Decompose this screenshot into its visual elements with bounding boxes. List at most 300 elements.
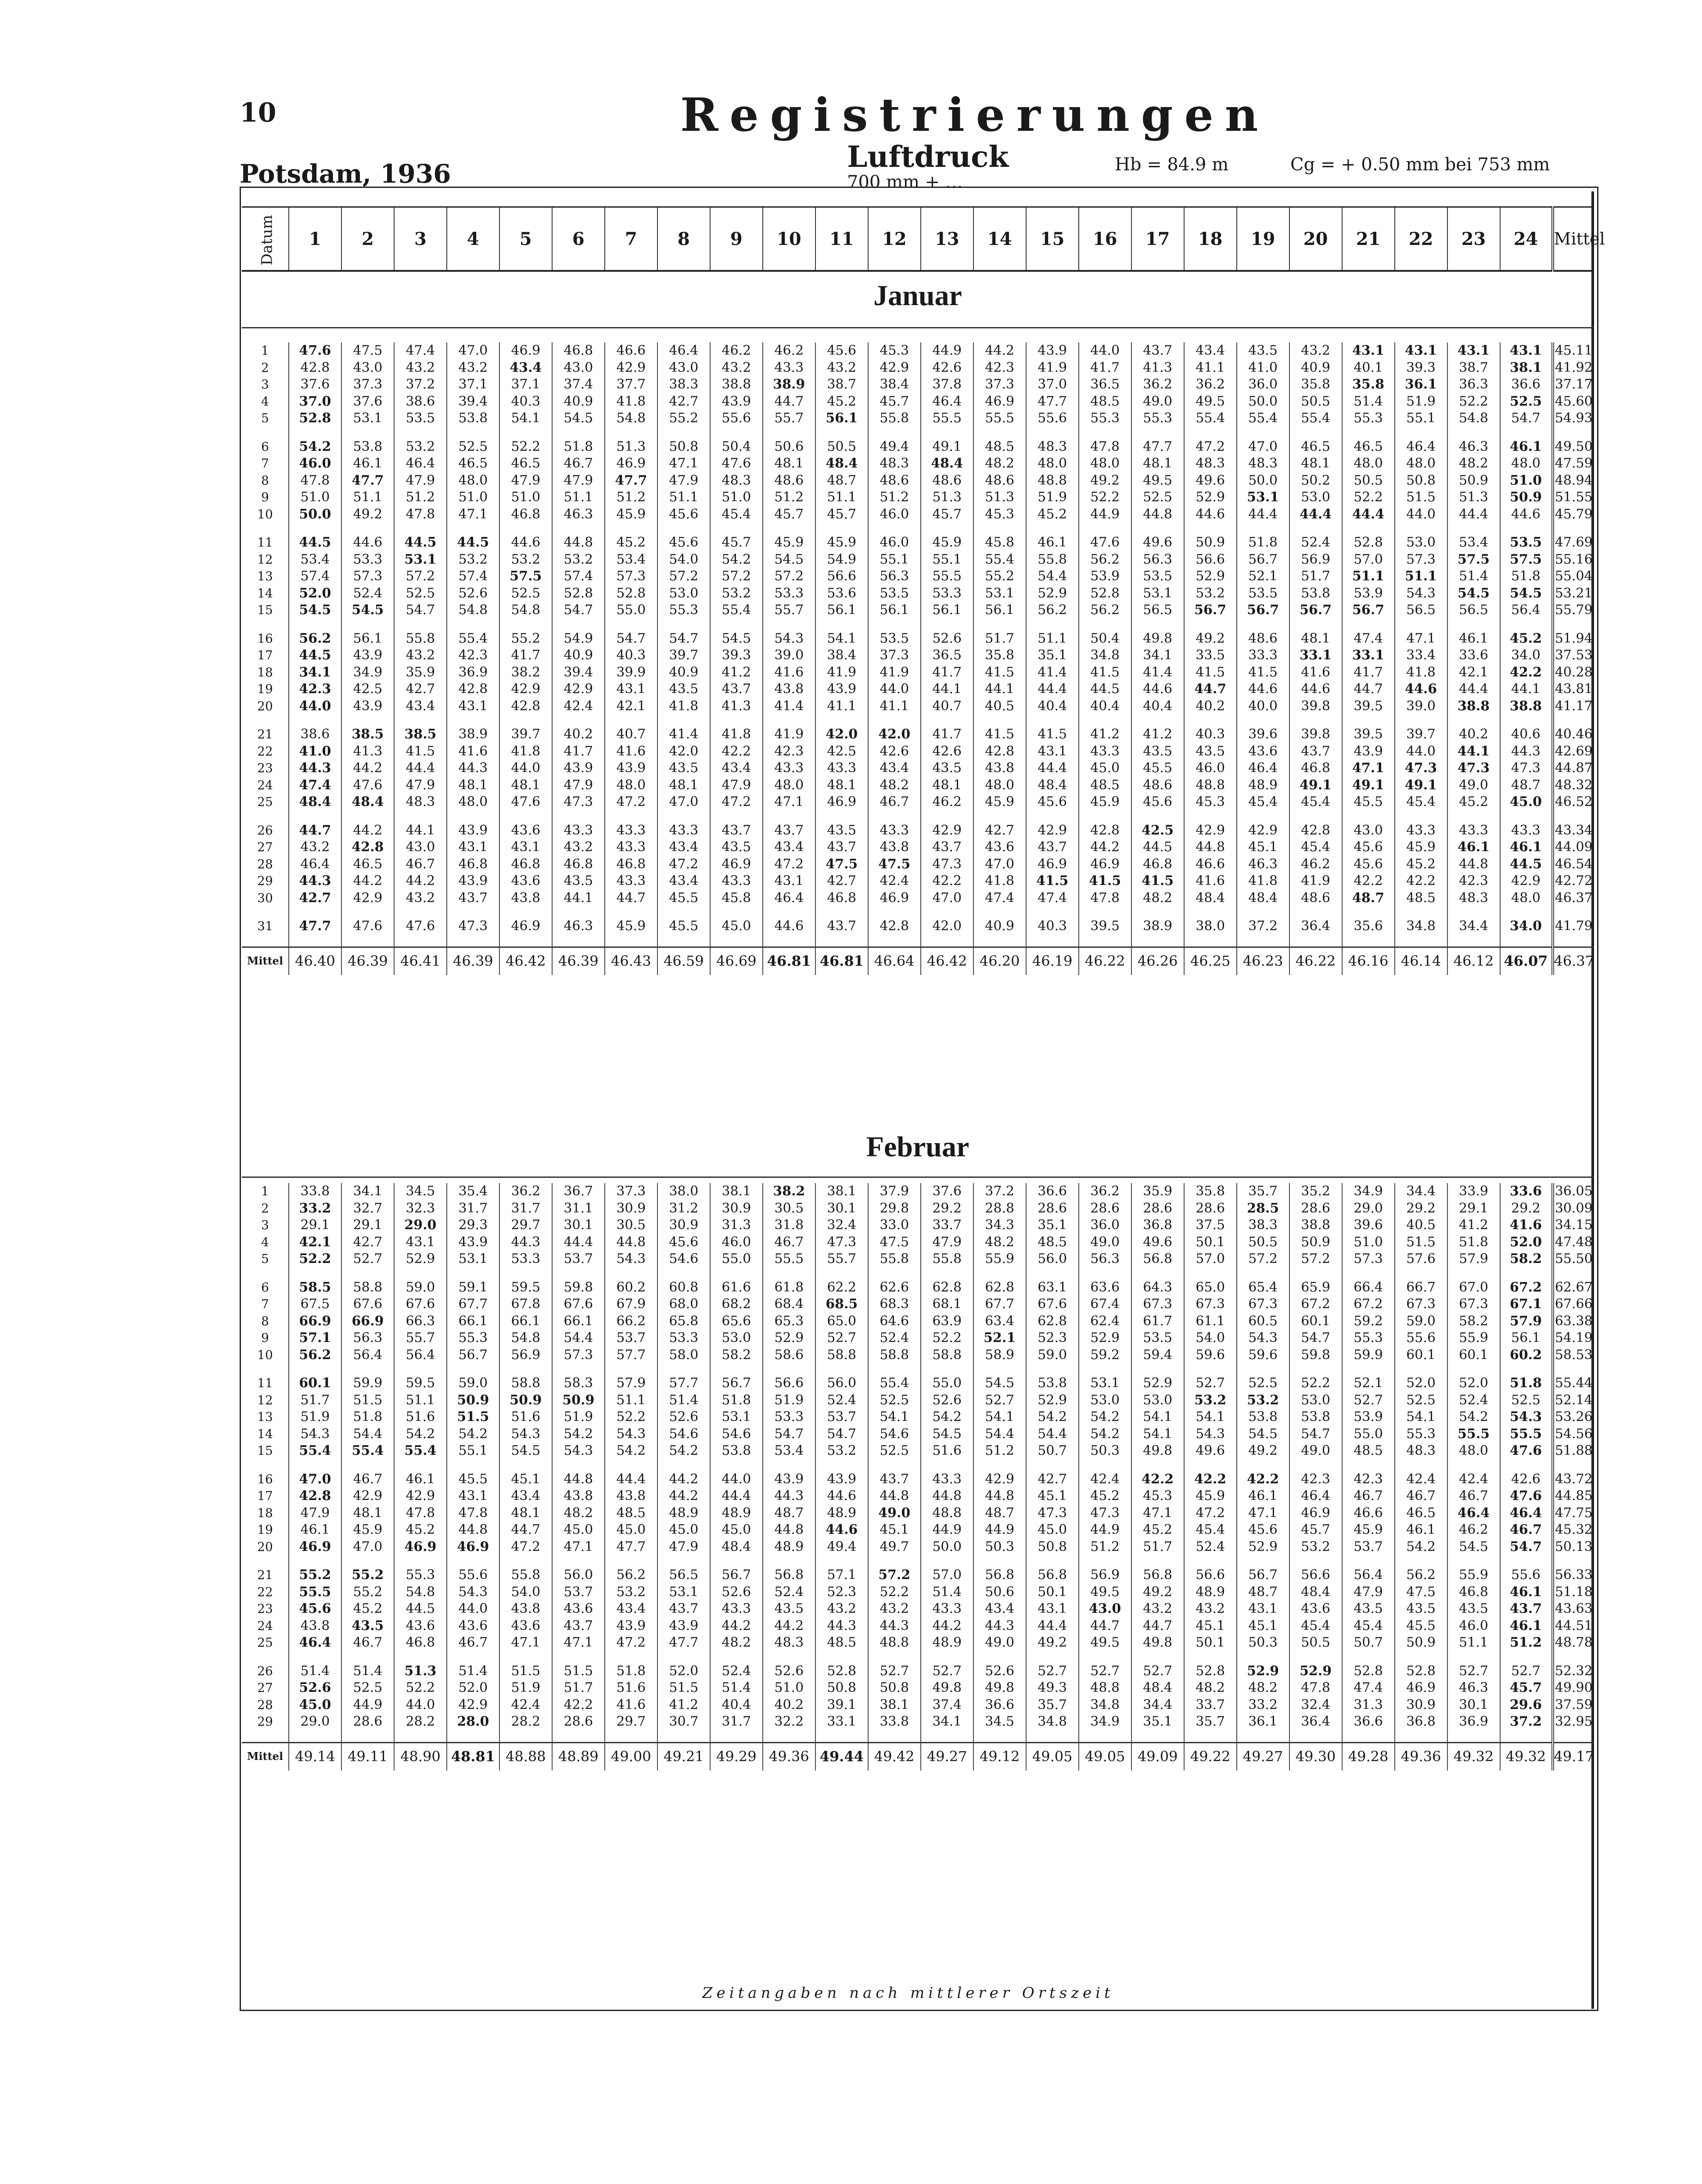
pressure-value: 43.7: [1289, 743, 1342, 760]
spacer-cell: [552, 523, 605, 534]
pressure-value: 42.6: [921, 360, 973, 377]
pressure-value: 42.3: [763, 743, 815, 760]
spacer-cell: [499, 1460, 552, 1471]
pressure-value: 53.9: [1079, 568, 1131, 585]
pressure-value: 46.7: [1342, 1488, 1395, 1505]
pressure-value: 44.6: [341, 534, 394, 551]
pressure-value: 60.2: [605, 1279, 657, 1296]
spacer-cell: [657, 1651, 710, 1663]
pressure-value: 48.0: [447, 794, 499, 811]
daily-mean: 47.69: [1553, 534, 1594, 551]
pressure-value: 66.7: [1395, 1279, 1447, 1296]
pressure-value: 47.7: [605, 472, 657, 489]
pressure-value: 53.1: [1131, 585, 1184, 602]
pressure-value: 44.6: [1500, 506, 1553, 523]
pressure-value: 45.6: [657, 506, 710, 523]
pressure-value: 55.6: [1026, 410, 1079, 427]
spacer-cell: [1131, 1268, 1184, 1279]
table-row: [242, 1279, 1594, 1296]
pressure-value: 31.8: [763, 1217, 815, 1234]
pressure-value: 41.2: [1079, 726, 1131, 743]
pressure-value: 43.9: [815, 1471, 868, 1488]
pressure-value: 38.0: [1184, 918, 1237, 935]
table-row: [242, 1200, 1594, 1217]
pressure-value: 55.7: [763, 602, 815, 619]
day-label: 22: [257, 744, 273, 759]
pressure-value: 41.1: [815, 698, 868, 715]
spacer-cell: [1500, 619, 1553, 630]
pressure-value: 42.6: [868, 743, 921, 760]
pressure-value: 55.9: [1447, 1330, 1500, 1347]
pressure-value: 44.3: [447, 760, 499, 777]
pressure-value: 43.4: [657, 839, 710, 856]
pressure-value: 51.5: [447, 1409, 499, 1426]
spacer-cell: [763, 523, 815, 534]
table-row: [242, 602, 1594, 619]
pressure-value: 47.4: [1342, 630, 1395, 648]
spacer-cell: [1131, 811, 1184, 822]
spacer-cell: [815, 523, 868, 534]
spacer-cell: [1026, 1555, 1079, 1567]
pressure-value: 53.8: [1237, 1409, 1289, 1426]
day-label: 9: [261, 1331, 269, 1345]
pressure-value: 44.5: [289, 647, 341, 664]
table-row: [242, 585, 1594, 602]
pressure-value: 56.3: [868, 568, 921, 585]
pressure-value: 56.1: [815, 602, 868, 619]
pressure-value: 46.1: [1500, 1584, 1553, 1601]
spacer-cell: [341, 619, 394, 630]
pressure-value: 53.3: [341, 551, 394, 568]
pressure-value: 48.7: [815, 472, 868, 489]
pressure-value: 55.4: [1184, 410, 1237, 427]
spacer-cell: [710, 523, 763, 534]
pressure-value: 45.6: [1026, 794, 1079, 811]
spacer-cell: [868, 1268, 921, 1279]
pressure-value: 47.8: [1289, 1680, 1342, 1697]
pressure-value: 40.1: [1342, 360, 1395, 377]
table-row: [242, 1330, 1594, 1347]
pressure-value: 44.2: [394, 873, 447, 890]
pressure-value: 43.3: [710, 873, 763, 890]
pressure-value: 30.9: [657, 1217, 710, 1234]
pressure-value: 52.6: [447, 585, 499, 602]
spacer-cell: [1553, 1651, 1594, 1663]
pressure-value: 57.4: [289, 568, 341, 585]
pressure-value: 53.4: [763, 1443, 815, 1460]
pressure-value: 54.1: [815, 630, 868, 648]
pressure-value: 55.4: [447, 630, 499, 648]
page-title: Registrierungen: [680, 88, 1270, 142]
spacer-cell: [447, 1651, 499, 1663]
spacer-cell: [1237, 811, 1289, 822]
pressure-value: 55.5: [763, 1251, 815, 1268]
hourly-mean: 49.28: [1342, 1742, 1395, 1770]
spacer-cell: [499, 811, 552, 822]
pressure-value: 59.4: [1131, 1347, 1184, 1364]
unit-label: 700 mm + …: [847, 172, 963, 192]
pressure-value: 43.0: [1079, 1601, 1131, 1618]
daily-mean: 53.21: [1553, 585, 1594, 602]
pressure-value: 59.6: [1237, 1347, 1289, 1364]
pressure-value: 41.7: [1342, 664, 1395, 681]
pressure-value: 47.0: [1237, 439, 1289, 456]
pressure-value: 50.8: [657, 439, 710, 456]
pressure-value: 47.7: [605, 1539, 657, 1556]
hourly-mean: 46.20: [973, 947, 1026, 975]
spacer-cell: [447, 523, 499, 534]
pressure-value: 45.9: [1184, 1488, 1237, 1505]
pressure-value: 67.7: [447, 1296, 499, 1313]
pressure-value: 47.5: [815, 856, 868, 873]
spacer-cell: [973, 619, 1026, 630]
pressure-value: 35.1: [1026, 647, 1079, 664]
pressure-value: 51.2: [868, 489, 921, 506]
spacer-cell: [1237, 1651, 1289, 1663]
pressure-value: 40.7: [605, 726, 657, 743]
pressure-value: 54.8: [394, 1584, 447, 1601]
hourly-mean: 49.32: [1500, 1742, 1553, 1770]
daily-mean: 52.32: [1553, 1663, 1594, 1680]
daily-mean: 48.32: [1553, 777, 1594, 794]
spacer-cell: [1079, 619, 1131, 630]
pressure-value: 66.9: [289, 1313, 341, 1330]
pressure-value: 35.1: [1026, 1217, 1079, 1234]
pressure-value: 54.4: [552, 1330, 605, 1347]
spacer-cell: [1184, 715, 1237, 726]
pressure-value: 48.6: [1237, 630, 1289, 648]
pressure-value: 46.9: [1395, 1680, 1447, 1697]
spacer-cell: [552, 619, 605, 630]
pressure-value: 43.0: [394, 839, 447, 856]
spacer-cell: [242, 811, 289, 822]
pressure-value: 42.4: [499, 1697, 552, 1714]
group-spacer: [242, 1731, 1594, 1743]
pressure-value: 48.8: [868, 1634, 921, 1651]
pressure-value: 52.8: [1395, 1663, 1447, 1680]
spacer-cell: [499, 1651, 552, 1663]
pressure-value: 51.3: [973, 489, 1026, 506]
pressure-value: 45.8: [973, 534, 1026, 551]
pressure-value: 48.3: [1447, 890, 1500, 907]
pressure-value: 67.2: [1342, 1296, 1395, 1313]
pressure-value: 63.9: [921, 1313, 973, 1330]
pressure-value: 48.9: [657, 1505, 710, 1522]
pressure-value: 51.5: [1395, 1234, 1447, 1251]
day-label: 12: [257, 552, 273, 567]
pressure-value: 49.2: [1026, 1634, 1079, 1651]
spacer-cell: [921, 523, 973, 534]
table-row: [242, 1183, 1594, 1200]
pressure-value: 52.7: [341, 1251, 394, 1268]
pressure-value: 54.5: [341, 602, 394, 619]
pressure-value: 33.1: [815, 1713, 868, 1731]
pressure-value: 48.9: [763, 1539, 815, 1556]
spacer-cell: [815, 1731, 868, 1743]
pressure-value: 54.5: [921, 1426, 973, 1443]
pressure-value: 55.5: [1447, 1426, 1500, 1443]
pressure-value: 43.5: [763, 1601, 815, 1618]
pressure-value: 50.8: [868, 1680, 921, 1697]
spacer-cell: [552, 935, 605, 947]
pressure-value: 39.0: [763, 647, 815, 664]
pressure-value: 52.5: [868, 1443, 921, 1460]
pressure-value: 49.6: [1131, 1234, 1184, 1251]
spacer-cell: [868, 523, 921, 534]
hour-header: 11: [815, 207, 868, 271]
pressure-value: 43.5: [341, 1618, 394, 1635]
spacer-cell: [1289, 935, 1342, 947]
pressure-value: 52.2: [921, 1330, 973, 1347]
pressure-value: 46.2: [763, 342, 815, 360]
hour-header: 7: [605, 207, 657, 271]
pressure-value: 54.3: [552, 1443, 605, 1460]
pressure-value: 54.2: [552, 1426, 605, 1443]
pressure-value: 47.7: [657, 1634, 710, 1651]
pressure-value: 47.5: [868, 1234, 921, 1251]
pressure-value: 28.6: [1184, 1200, 1237, 1217]
spacer-cell: [1237, 1460, 1289, 1471]
spacer-cell: [1447, 1364, 1500, 1375]
pressure-value: 48.9: [710, 1505, 763, 1522]
spacer-cell: [657, 1460, 710, 1471]
spacer-cell: [289, 715, 341, 726]
pressure-value: 54.2: [1447, 1409, 1500, 1426]
pressure-value: 55.3: [1395, 1426, 1447, 1443]
pressure-value: 45.1: [1237, 1618, 1289, 1635]
pressure-value: 48.6: [868, 472, 921, 489]
hourly-mean: 49.27: [1237, 1742, 1289, 1770]
spacer-cell: [921, 1555, 973, 1567]
spacer-cell: [1447, 619, 1500, 630]
pressure-value: 28.6: [341, 1713, 394, 1731]
pressure-value: 40.3: [1026, 918, 1079, 935]
pressure-value: 46.8: [499, 506, 552, 523]
pressure-value: 50.9: [1447, 472, 1500, 489]
pressure-value: 48.2: [973, 455, 1026, 472]
pressure-value: 43.1: [1026, 743, 1079, 760]
pressure-value: 53.2: [1289, 1539, 1342, 1556]
pressure-value: 37.1: [499, 376, 552, 393]
pressure-value: 46.4: [394, 455, 447, 472]
pressure-value: 49.1: [921, 439, 973, 456]
pressure-value: 46.5: [499, 455, 552, 472]
pressure-value: 35.6: [1342, 918, 1395, 935]
pressure-value: 45.7: [1289, 1522, 1342, 1539]
spacer-cell: [1079, 715, 1131, 726]
pressure-value: 58.8: [815, 1347, 868, 1364]
day-label: 1: [261, 343, 269, 358]
pressure-value: 33.3: [1237, 647, 1289, 664]
spacer-cell: [921, 427, 973, 439]
pressure-value: 56.3: [1131, 551, 1184, 568]
pressure-value: 35.8: [1184, 1183, 1237, 1200]
daily-mean: 52.14: [1553, 1392, 1594, 1409]
daily-mean: 30.09: [1553, 1200, 1594, 1217]
day-label: 7: [261, 456, 269, 471]
pressure-value: 44.6: [1131, 681, 1184, 698]
spacer-cell: [1289, 1731, 1342, 1743]
pressure-value: 40.6: [1500, 726, 1553, 743]
pressure-value: 56.7: [1237, 602, 1289, 619]
table-row: [242, 698, 1594, 715]
spacer-cell: [1131, 1651, 1184, 1663]
pressure-value: 43.2: [710, 360, 763, 377]
spacer-cell: [1131, 1460, 1184, 1471]
pressure-value: 59.5: [394, 1375, 447, 1392]
spacer-cell: [1447, 935, 1500, 947]
pressure-value: 46.9: [1289, 1505, 1342, 1522]
pressure-value: 55.2: [289, 1567, 341, 1584]
pressure-value: 49.1: [1342, 777, 1395, 794]
spacer-cell: [1447, 523, 1500, 534]
pressure-value: 48.3: [763, 1634, 815, 1651]
pressure-value: 44.1: [552, 890, 605, 907]
pressure-value: 42.9: [1500, 873, 1553, 890]
spacer-cell: [242, 1731, 289, 1743]
pressure-value: 47.3: [1500, 760, 1553, 777]
pressure-value: 50.9: [1500, 489, 1553, 506]
pressure-value: 34.9: [1342, 1183, 1395, 1200]
pressure-value: 43.2: [447, 360, 499, 377]
pressure-value: 53.2: [710, 585, 763, 602]
spacer-cell: [815, 935, 868, 947]
pressure-value: 34.1: [1131, 647, 1184, 664]
spacer-cell: [1447, 427, 1500, 439]
pressure-value: 40.5: [973, 698, 1026, 715]
pressure-value: 36.2: [499, 1183, 552, 1200]
pressure-value: 45.6: [1131, 794, 1184, 811]
pressure-value: 45.2: [1026, 506, 1079, 523]
pressure-value: 59.9: [1342, 1347, 1395, 1364]
pressure-value: 46.9: [605, 455, 657, 472]
pressure-value: 47.6: [1079, 534, 1131, 551]
pressure-value: 45.4: [1395, 794, 1447, 811]
pressure-value: 34.1: [341, 1183, 394, 1200]
pressure-value: 56.3: [1079, 1251, 1131, 1268]
pressure-value: 51.2: [1079, 1539, 1131, 1556]
pressure-value: 53.0: [1289, 489, 1342, 506]
pressure-value: 56.2: [1026, 602, 1079, 619]
pressure-value: 37.6: [289, 376, 341, 393]
pressure-value: 29.6: [1500, 1697, 1553, 1714]
pressure-value: 42.4: [552, 698, 605, 715]
pressure-value: 44.7: [763, 393, 815, 410]
pressure-value: 48.1: [341, 1505, 394, 1522]
spacer-cell: [868, 907, 921, 918]
pressure-value: 30.1: [1447, 1697, 1500, 1714]
pressure-value: 49.8: [1131, 1443, 1184, 1460]
day-label: 22: [257, 1584, 273, 1599]
day-label: 14: [257, 586, 273, 601]
pressure-value: 43.4: [1184, 342, 1237, 360]
hourly-mean: 46.81: [763, 947, 815, 975]
table-row: [242, 1713, 1594, 1731]
group-spacer: [242, 1460, 1594, 1471]
pressure-value: 55.6: [1395, 1330, 1447, 1347]
pressure-value: 49.6: [1131, 534, 1184, 551]
pressure-value: 39.8: [1289, 698, 1342, 715]
pressure-value: 42.4: [1395, 1471, 1447, 1488]
hourly-mean: 46.43: [605, 947, 657, 975]
pressure-value: 45.0: [710, 918, 763, 935]
day-label: 5: [261, 411, 269, 425]
table-row: [242, 726, 1594, 743]
pressure-value: 49.2: [341, 506, 394, 523]
hourly-mean: 49.14: [289, 1742, 341, 1770]
pressure-value: 34.4: [1131, 1697, 1184, 1714]
spacer-cell: [447, 1460, 499, 1471]
pressure-value: 42.9: [1026, 822, 1079, 839]
daily-mean: 37.53: [1553, 647, 1594, 664]
pressure-value: 43.6: [499, 873, 552, 890]
pressure-value: 43.2: [394, 647, 447, 664]
spacer-cell: [973, 935, 1026, 947]
pressure-value: 51.3: [921, 489, 973, 506]
pressure-value: 46.6: [1184, 856, 1237, 873]
pressure-value: 36.1: [1395, 376, 1447, 393]
pressure-value: 41.5: [1184, 664, 1237, 681]
hourly-mean: 49.36: [763, 1742, 815, 1770]
pressure-value: 46.1: [394, 1471, 447, 1488]
pressure-value: 48.8: [921, 1505, 973, 1522]
day-label: 15: [257, 603, 273, 617]
daily-mean: 41.79: [1553, 918, 1594, 935]
pressure-value: 36.6: [1342, 1713, 1395, 1731]
pressure-value: 55.3: [657, 602, 710, 619]
pressure-value: 56.8: [1131, 1567, 1184, 1584]
daily-mean: 51.88: [1553, 1443, 1594, 1460]
spacer-cell: [1395, 619, 1447, 630]
table-row: [242, 439, 1594, 456]
pressure-value: 60.2: [1500, 1347, 1553, 1364]
spacer-cell: [1079, 1555, 1131, 1567]
pressure-value: 41.8: [499, 743, 552, 760]
pressure-value: 67.7: [973, 1296, 1026, 1313]
spacer-cell: [710, 1555, 763, 1567]
spacer-cell: [1079, 907, 1131, 918]
spacer-cell: [815, 427, 868, 439]
pressure-value: 48.4: [1289, 1584, 1342, 1601]
spacer-cell: [1131, 619, 1184, 630]
pressure-value: 39.9: [605, 664, 657, 681]
day-label: 7: [261, 1297, 269, 1311]
pressure-value: 54.3: [447, 1584, 499, 1601]
pressure-value: 67.6: [341, 1296, 394, 1313]
daily-mean: 44.85: [1553, 1488, 1594, 1505]
pressure-value: 45.1: [499, 1471, 552, 1488]
pressure-value: 67.3: [1395, 1296, 1447, 1313]
spacer-cell: [1500, 811, 1553, 822]
table-row: [242, 760, 1594, 777]
pressure-value: 47.8: [1079, 439, 1131, 456]
pressure-value: 41.5: [1131, 873, 1184, 890]
spacer-cell: [1079, 811, 1131, 822]
hourly-mean: 46.39: [341, 947, 394, 975]
pressure-value: 48.2: [710, 1634, 763, 1651]
pressure-value: 41.2: [1131, 726, 1184, 743]
pressure-value: 43.1: [447, 1488, 499, 1505]
pressure-value: 55.6: [1500, 1567, 1553, 1584]
spacer-cell: [1237, 1364, 1289, 1375]
pressure-value: 47.5: [341, 342, 394, 360]
pressure-value: 37.8: [921, 376, 973, 393]
pressure-value: 53.7: [1342, 1539, 1395, 1556]
pressure-value: 47.2: [499, 1539, 552, 1556]
spacer-cell: [1553, 1268, 1594, 1279]
pressure-value: 43.3: [921, 1471, 973, 1488]
spacer-cell: [1289, 907, 1342, 918]
